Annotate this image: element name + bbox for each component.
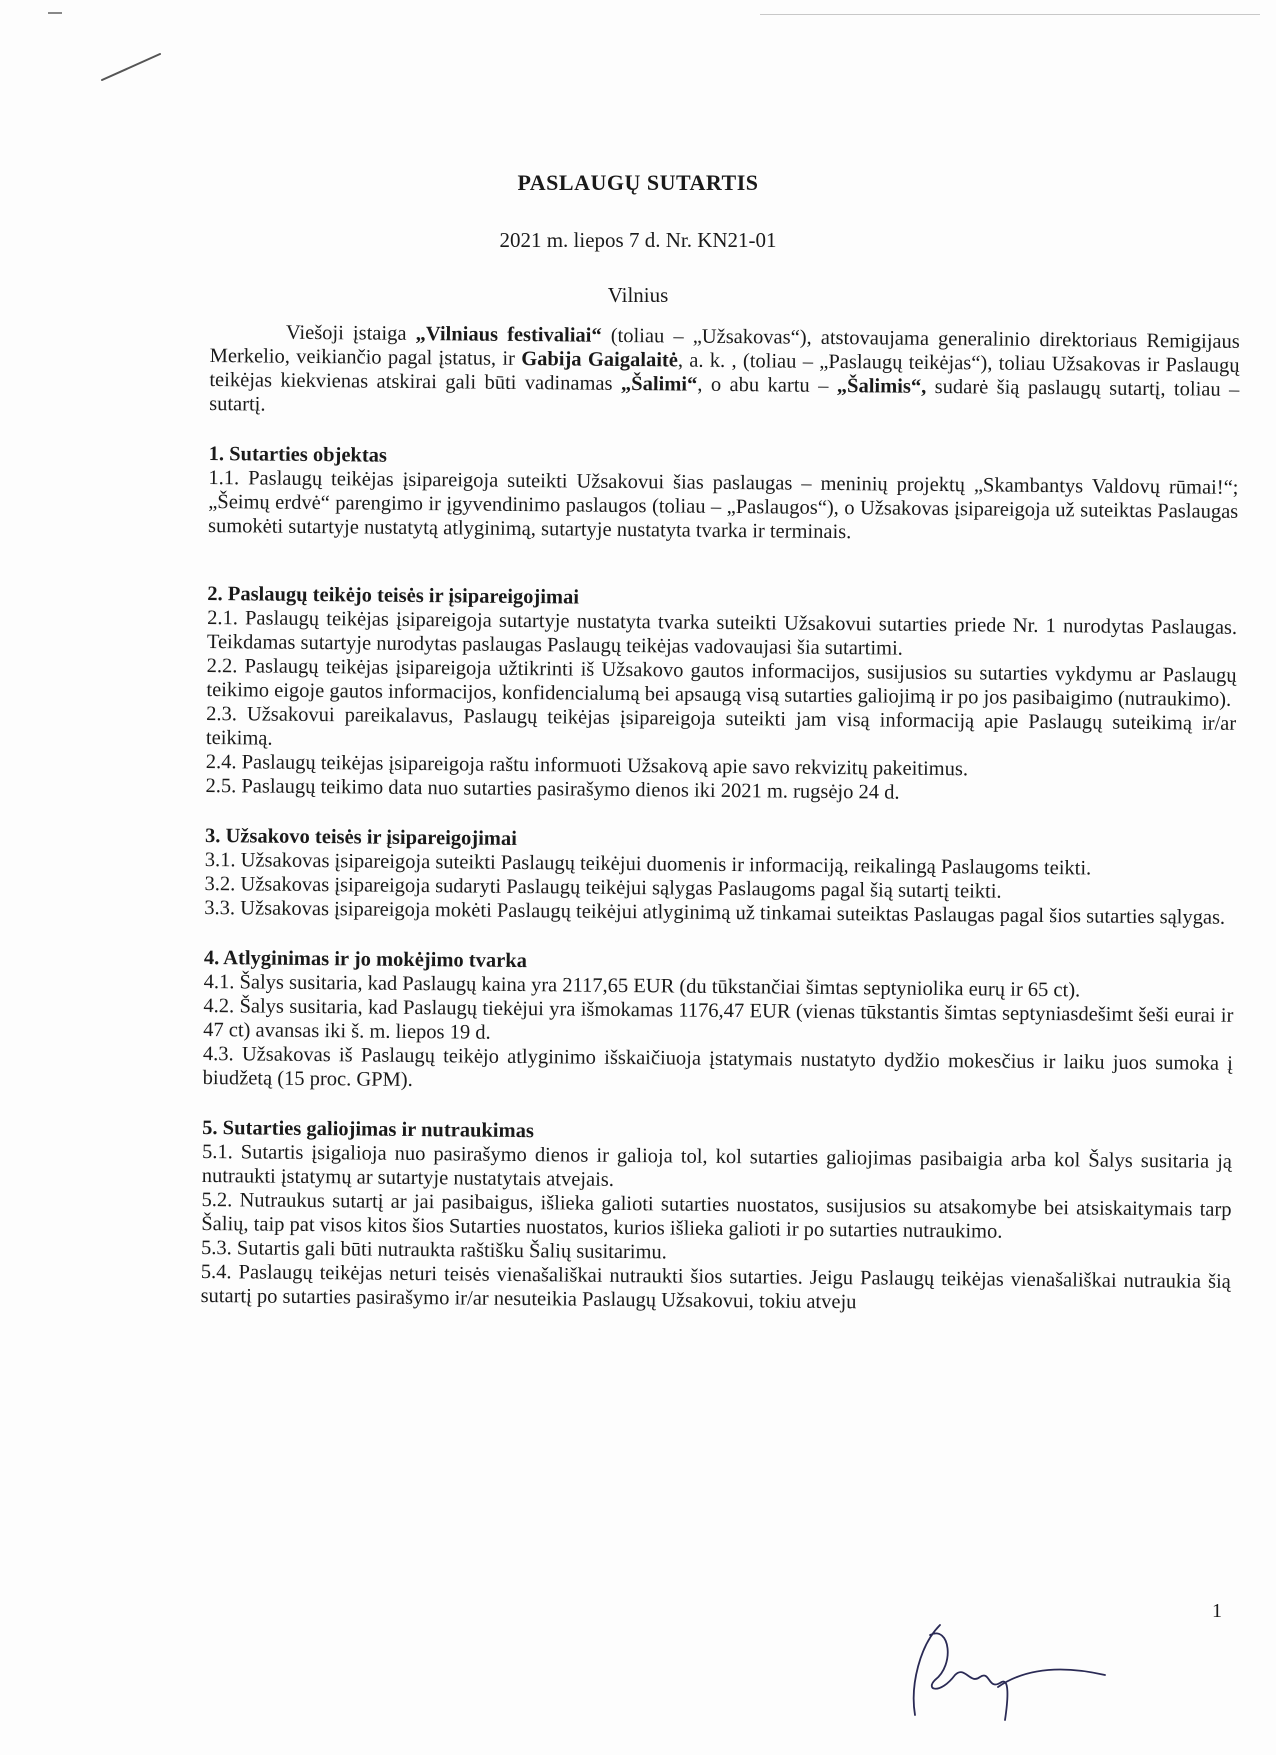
clause: 3.3. Užsakovas įsipareigoja mokėti Paslaugų teikėjui atlyginimą už tinkamai suteiktas Paslaugas pagal šios sutarties sąlygas. <box>204 896 1226 929</box>
clause: 2.5. Paslaugų teikimo data nuo sutarties pasirašymo dienos iki 2021 m. rugsėjo 24 d. <box>205 774 900 804</box>
party-term: „Šalimi“ <box>620 372 698 396</box>
intro-text: , a. k. , (toliau – „Paslaugų teikėjas“), toliau Užsakovas ir Paslaugų teikėjas kiekvienas atskirai gali būti vadinamas <box>209 349 1240 395</box>
clause: 4.3. Užsakovas iš Paslaugų teikėjo atlyginimo išskaičiuoja įstatymais nustatyto dydžio mokesčius ir laiku juos sumoka į biudžetą (15 proc. GPM). <box>202 1042 1234 1091</box>
clause: 2.1. Paslaugų teikėjas įsipareigoja sutartyje nustatyta tvarka suteikti Užsakovui sutarties priede Nr. 1 nurodytas Paslaugas. Teikdamas sutartyje nurodytas paslaugas Paslaugų teikėjas vadovaujasi šia sutartimi. <box>206 606 1238 660</box>
intro-paragraph <box>209 320 1240 426</box>
provider-name: Gabija Gaigalaitė <box>521 347 678 372</box>
document-city: Vilnius <box>607 283 669 307</box>
handwritten-signature <box>880 1605 1110 1735</box>
clause: 4.2. Šalys susitaria, kad Paslaugų tiekėjui yra išmokamas 1176,47 EUR (vienas tūkstantis šimtas septyniasdešimt šeši eurai ir 47 ct) avansas iki š. m. liepos 19 d. <box>203 994 1234 1044</box>
section-client-obligations <box>204 824 1235 930</box>
section-title: 5. Sutarties galiojimas ir nutraukimas <box>202 1116 534 1143</box>
intro-text: Viešoji įstaiga <box>285 321 416 345</box>
clause: 5.3. Sutartis gali būti nutraukta raštišku Šalių susitarimu. <box>200 1236 667 1264</box>
section-title: 2. Paslaugų teikėjo teisės ir įsipareigojimai <box>207 582 580 609</box>
section-validity-termination <box>201 1116 1233 1318</box>
clause: 4.1. Šalys susitaria, kad Paslaugų kaina yra 2117,65 EUR (du tūkstančiai šimtas septyniolika eurų ir 65 ct). <box>203 970 1081 1002</box>
clause: 3.1. Užsakovas įsipareigoja suteikti Paslaugų teikėjui duomenis ir informaciją, reikalingą Paslaugoms teikti. <box>204 848 1092 880</box>
pen-stroke-mark <box>100 48 170 88</box>
parties-term: „Šalimis“, <box>836 375 927 398</box>
section-title: 3. Užsakovo teisės ir įsipareigojimai <box>204 824 517 850</box>
document-title: PASLAUGŲ SUTARTIS <box>517 170 759 195</box>
section-title: 4. Atlyginimas ir jo mokėjimo tvarka <box>203 946 528 973</box>
clause: 2.2. Paslaugų teikėjas įsipareigoja užtikrinti iš Užsakovo gautos informacijos, susijusios su sutarties vykdymu ar Paslaugų teikimo eigoje gautos informacijos, konfidencialumą bei apsaugą visą sutarties galiojimą ir po jos pasibaigimo (nutraukimo). <box>206 654 1237 711</box>
scan-mark <box>48 12 62 14</box>
intro-text: sudarė šią paslaugų sutartį, toliau – sutartį. <box>209 375 1240 416</box>
clause: 2.3. Užsakovui pareikalavus, Paslaugų teikėjas įsipareigoja suteikti jam visą informaciją apie Paslaugų suteikimą ir/ar teikimą. <box>205 702 1237 750</box>
clause: 5.4. Paslaugų teikėjas neturi teisės vienašališkai nutraukti šios sutarties. Jeigu Paslaugų teikėjas vienašališkai nutraukia šią sutartį po sutarties pasirašymo ir/ar nesuteikia Paslaugų Užsakovui, tokiu atveju <box>200 1260 1231 1314</box>
clause: 1.1. Paslaugų teikėjas įsipareigoja suteikti Užsakovui šias paslaugas – meninių projektų „Skambantys Valdovų rūmai!“; „Šeimų erdvė“ parengimo ir įgyvendinimo paslaugos (toliau – „Paslaugos“), o Užsakovas įsipareigoja už suteiktas Paslaugas sumokėti sutartyje nustatytą atlyginimą, sutartyje nustatyta tvarka ir terminais. <box>207 466 1239 544</box>
clause: 2.4. Paslaugų teikėjas įsipareigoja raštu informuoti Užsakovą apie savo rekvizitų pakeitimus. <box>205 750 969 781</box>
scan-edge-line <box>760 14 1260 15</box>
intro-text: (toliau – „Užsakovas“), atstovaujama generalinio direktoriaus Remigijaus Merkelio, veikiančio pagal įstatus, ir <box>209 324 1240 370</box>
clause: 5.2. Nutraukus sutartį ar jai pasibaigus, išlieka galioti sutarties nuostatos, susijusios su atsakomybe bei atsiskaitymais tarp Šalių, taip pat visos kitos šios Sutarties nuostatos, kurios išlieka galioti ir po sutarties nutraukimo. <box>201 1188 1232 1243</box>
intro-text: , o abu kartu – <box>697 373 837 398</box>
section-title: 1. Sutarties objektas <box>208 442 388 467</box>
clause: 5.1. Sutartis įsigalioja nuo pasirašymo dienos ir galioja tol, kol sutarties galiojimas pasibaigia arba kol Šalys susitaria ją nutraukti įstatymų ar sutartyje nustatytais atvejais. <box>201 1140 1233 1191</box>
clause: 3.2. Užsakovas įsipareigoja sudaryti Paslaugų teikėjui sąlygas Paslaugoms pagal šią sutartį teikti. <box>204 872 1002 903</box>
section-provider-obligations <box>205 582 1237 808</box>
contract-body <box>200 320 1240 1344</box>
section-payment <box>203 946 1234 1100</box>
client-name: „Vilniaus festivaliai“ <box>415 322 602 347</box>
document-date-number: 2021 m. liepos 7 d. Nr. KN21-01 <box>499 228 777 252</box>
section-subject <box>208 442 1239 548</box>
page-number: 1 <box>1212 1600 1222 1622</box>
